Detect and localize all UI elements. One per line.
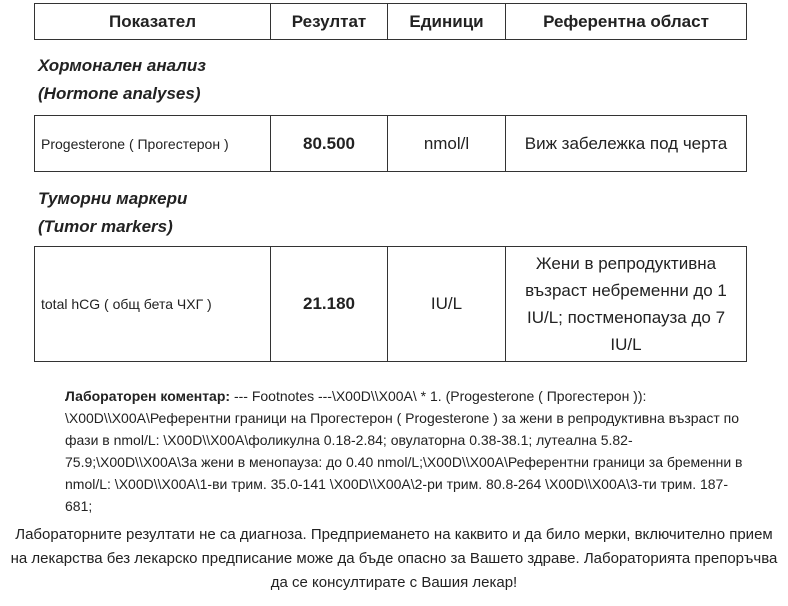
result-value: 21.180 [271, 247, 388, 362]
lab-comment-label: Лабораторен коментар: [65, 388, 231, 404]
header-test: Показател [35, 4, 271, 40]
lab-comment [65, 385, 755, 517]
table-row [35, 247, 747, 362]
header-reference: Референтна област [506, 4, 747, 40]
lab-comment-text: --- Footnotes ---\X00D\\X00A\ * 1. (Progesterone ( Прогестерон )): \X00D\\X00A\Референтни граници на Прогестерон ( Progesterone ) за жени в репродуктивна възраст по фази в nmol/L: \X00D\\X00A\фоликулна 0.18-2.84; овулаторна 0.38-38.1; лутеална 5.82-75.9;\X00D\\X00A\За жени в менопауза: до 0.40 nmol/L;\X00D\\X00A\Референтни граници за бременни в nmol/L: \X00D\\X00A\1-ви трим. 35.0-141 \X00D\\X00A\2-ри трим. 80.8-264 \X00D\\X00A\3-ти трим. 187-681; [65, 388, 743, 514]
hormone-title-en: (Hormone analyses) [38, 84, 201, 103]
hormone-section-title [38, 52, 206, 108]
result-value: 80.500 [271, 116, 388, 172]
tumor-results-table [34, 246, 747, 362]
results-table-header [34, 3, 747, 40]
tumor-section-title [38, 185, 187, 241]
header-units: Единици [388, 4, 506, 40]
reference-range: Жени в репродуктивна възраст небременни до 1 IU/L; постменопауза до 7 IU/L [506, 247, 747, 362]
hormone-title-bg: Хормонален анализ [38, 56, 206, 75]
disclaimer-text: Лабораторните резултати не са диагноза. Предприемането на каквито и да било мерки, включително прием на лекарства без лекарско предписание може да бъде опасно за Вашето здраве. Лабораторията препоръчва да се консултирате с Вашия лекар! [10, 526, 778, 591]
test-name: Progesterone ( Прогестерон ) [35, 116, 271, 172]
reference-range: Виж забележка под черта [506, 116, 747, 172]
header-row [35, 4, 747, 40]
header-result: Резултат [271, 4, 388, 40]
test-name: total hCG ( общ бета ЧХГ ) [35, 247, 271, 362]
table-row [35, 116, 747, 172]
result-unit: nmol/l [388, 116, 506, 172]
hormone-results-table [34, 115, 747, 172]
result-unit: IU/L [388, 247, 506, 362]
tumor-title-bg: Туморни маркери [38, 189, 188, 208]
tumor-title-en: (Tumor markers) [38, 217, 173, 236]
